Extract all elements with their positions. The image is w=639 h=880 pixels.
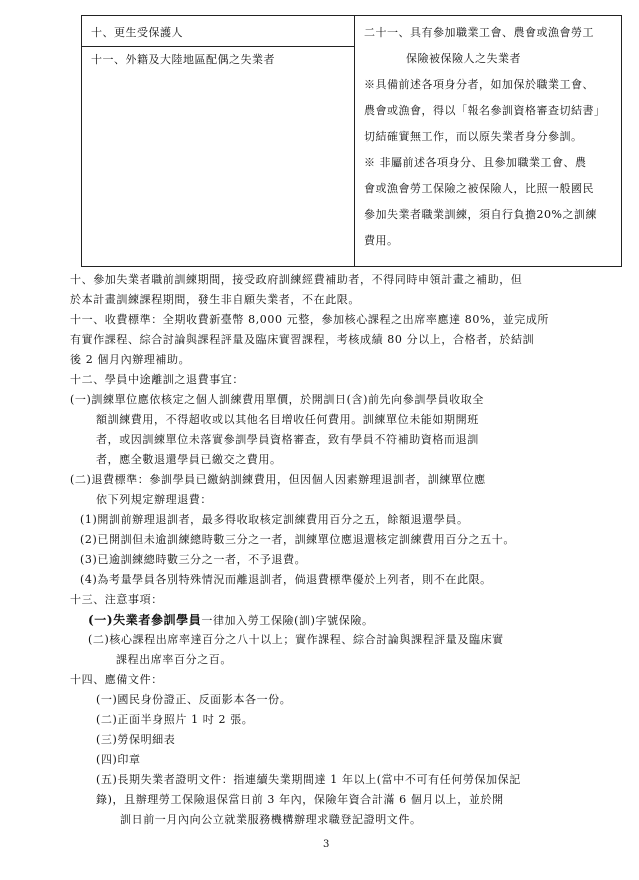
refund-rule: (2)已開訓但未逾訓練總時數三分之一者，訓練單位應退還核定訓練費用百分之五十。 — [80, 533, 515, 546]
body-line: 於本計畫訓練課程期間，發生非自願失業者，不在此限。 — [70, 293, 360, 306]
body-line: 錄)，且辦理勞工保險退保當日前 3 年內，保險年資合計滿 6 個月以上，並於開 — [96, 793, 504, 806]
table-cell-left-1: 十、更生受保護人 — [91, 26, 183, 39]
body-line: (二)退費標準：參訓學員已繳納訓練費用，但因個人因素辦理退訓者，訓練單位應 — [70, 473, 486, 486]
table-right-line: 切結確實無工作，而以原失業者身分參訓。 — [364, 130, 583, 143]
table-right-line: ※具備前述各項身分者，如加保於職業工會、 — [364, 78, 594, 91]
table-right-line: 參加失業者職業訓練，須自行負擔20%之訓練 — [364, 208, 597, 221]
refund-rule: (4)為考量學員各別特殊情況而離退訓者，倘退費標準優於上列者，則不在此限。 — [80, 573, 492, 586]
body-line: 訓日前一月內向公立就業服務機構辦理求職登記證明文件。 — [120, 813, 422, 826]
table-right-line: 會或漁會勞工保險之被保險人，比照一般國民 — [364, 182, 594, 195]
body-line: 十一、收費標準：全期收費新臺幣 8,000 元整，參加核心課程之出席率應達 80%，並完成所 — [70, 313, 550, 326]
table-cell-left-2: 十一、外籍及大陸地區配偶之失業者 — [91, 53, 275, 66]
section-heading: 十二、學員中途離訓之退費事宜： — [70, 373, 244, 386]
body-line: (一)訓練單位應依核定之個人訓練費用單價，於開訓日(含)前先向參訓學員收取全 — [70, 393, 484, 406]
table-right-line: 二十一、具有參加職業工會、農會或漁會勞工 — [364, 26, 594, 39]
document-item: (五)長期失業者證明文件：指連續失業期間達 1 年以上(當中不可有任何勞保加保記 — [96, 773, 521, 786]
table-column-divider — [354, 16, 355, 266]
body-line: 依下列規定辦理退費： — [96, 493, 212, 506]
identity-table — [81, 15, 622, 267]
table-right-line: 農會或漁會，得以「報名參訓資格審查切結書」 — [364, 104, 606, 117]
body-line: 後 2 個月內辦理補助。 — [70, 353, 191, 366]
body-line: 額訓練費用，不得超收或以其他名目增收任何費用。訓練單位未能如期開班 — [96, 413, 479, 426]
refund-rule: (1)開訓前辦理退訓者，最多得收取核定訓練費用百分之五，餘額退還學員。 — [80, 513, 469, 526]
section-heading: 十三、注意事項： — [70, 593, 163, 606]
section-heading: 十四、應備文件： — [70, 673, 163, 686]
table-right-line: ※ 非屬前述各項身分、且參加職業工會、農 — [364, 156, 587, 169]
document-item: (三)勞保明細表 — [96, 733, 176, 746]
note-item-1-rest: 一律加入勞工保險(訓)字號保險。 — [201, 614, 374, 627]
body-line: 十、參加失業者職前訓練期間，接受政府訓練經費補助者，不得同時申領計畫之補助，但 — [70, 273, 523, 286]
note-item-1 — [88, 611, 374, 628]
body-line: 有實作課程、綜合討論與課程評量及臨床實習課程，考核成績 80 分以上，合格者，於結訓 — [70, 333, 535, 346]
document-item: (四)印章 — [96, 753, 141, 766]
document-item: (一)國民身份證正、反面影本各一份。 — [96, 693, 292, 706]
refund-rule: (3)已逾訓練總時數三分之一者，不予退費。 — [80, 553, 307, 566]
body-line: 課程出席率百分之百。 — [116, 653, 232, 666]
table-right-line: 保險被保險人之失業者 — [406, 52, 521, 65]
body-line: (二)核心課程出席率達百分之八十以上；實作課程、綜合討論與課程評量及臨床實 — [88, 633, 504, 646]
page-number: 3 — [323, 839, 330, 850]
table-cell-right — [364, 20, 620, 254]
note-item-1-bold: (一)失業者參訓學員 — [88, 613, 202, 627]
body-line: 者，應全數退還學員已繳交之費用。 — [96, 453, 282, 466]
body-line: 者，或因訓練單位未落實參訓學員資格審查，致有學員不符補助資格而退訓 — [96, 433, 479, 446]
document-item: (二)正面半身照片 1 吋 2 張。 — [96, 713, 254, 726]
table-right-line: 費用。 — [364, 234, 399, 247]
